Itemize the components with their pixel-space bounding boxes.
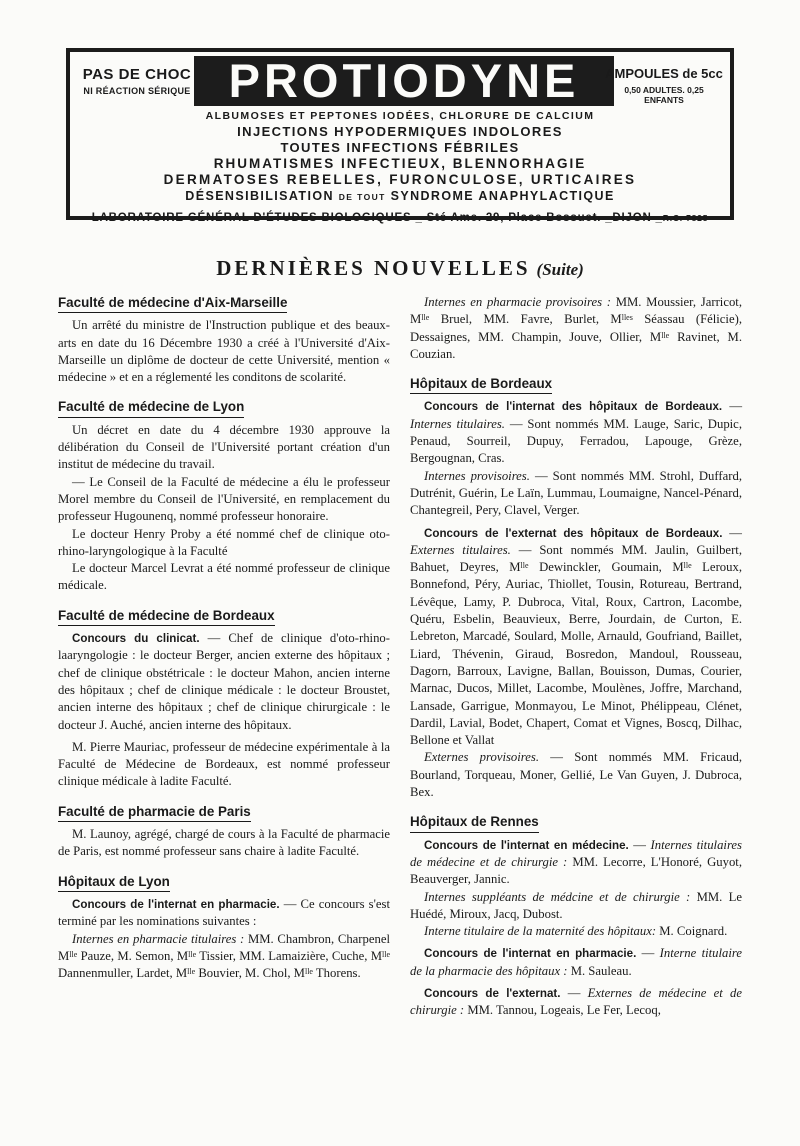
names-part-c: Tissier, MM. Lamaizière, Cuche, M bbox=[196, 948, 382, 963]
dash: — bbox=[560, 985, 581, 1000]
prov-part-c: Séassau (Félicie), Dessaignes, MM. Champin, Jouve, Ollier, M bbox=[410, 312, 742, 344]
ad-line-7b: R.C. 7825 bbox=[662, 213, 709, 223]
ad-right-note bbox=[604, 66, 724, 105]
names-part-b: Pauze, M. Semon, M bbox=[77, 948, 189, 963]
rennes-pharmacie-names: M. Sauleau. bbox=[567, 963, 632, 978]
rennes-maternite-names: M. Coignard. bbox=[656, 924, 728, 939]
aix-paragraph-1: Un arrêté du ministre de l'Instruction publique et des beaux-arts en date du 16 Décembre 1930 a créé à l'Université d'Aix-Marseille un diplôme de docteur de cette Université, mention « médecine » et en a réglementé les conditons de scolarité. bbox=[58, 318, 390, 385]
externes-provisoires-italic: Externes provisoires. bbox=[424, 750, 539, 765]
bordeaux-externat-lead: Concours de l'externat des hôpitaux de Bordeaux. bbox=[424, 526, 723, 540]
ad-line-6c: SYNDROME ANAPHYLACTIQUE bbox=[390, 189, 615, 203]
rennes-suppleants-italic: Internes suppléants de médcine et de chirurgie : bbox=[424, 889, 691, 904]
section-heading-paris: Faculté de pharmacie de Paris bbox=[58, 803, 251, 822]
provisoires-paragraph bbox=[410, 294, 742, 363]
sup-lle: lle bbox=[520, 561, 529, 571]
ad-line-4: RHUMATISMES INFECTIEUX, BLENNORHAGIE bbox=[213, 156, 587, 171]
sup-lle: lle bbox=[188, 949, 197, 959]
section-heading-hopitaux-rennes: Hôpitaux de Rennes bbox=[410, 813, 539, 832]
ad-right-line1: AMPOULES de 5cc bbox=[605, 66, 723, 81]
rennes-titulaires-italic: Internes titulaires de médecine et de chirurgie : bbox=[410, 837, 742, 869]
prov-part-b: Bruel, MM. Favre, Burlet, M bbox=[429, 312, 622, 327]
bordeaux-internat-lead: Concours de l'internat des hôpitaux de Bordeaux. bbox=[424, 400, 723, 414]
rennes-externat-paragraph bbox=[410, 985, 742, 1020]
sup-lle: lle bbox=[683, 561, 692, 571]
sup-lle: lle bbox=[304, 967, 313, 977]
section-heading-aix: Faculté de médecine d'Aix-Marseille bbox=[58, 294, 287, 313]
section-heading-hopitaux-lyon: Hôpitaux de Lyon bbox=[58, 873, 170, 892]
ad-line-6 bbox=[70, 188, 730, 205]
rennes-pharmacie-lead: Concours de l'internat en pharmacie. bbox=[424, 947, 637, 961]
lyon-paragraph-2: — Le Conseil de la Faculté de médecine a élu le professeur Morel membre du Conseil de l'Université, en remplacement du professeur Hugounenq, nommé professeur honoraire. bbox=[58, 474, 390, 524]
right-column bbox=[410, 294, 742, 1020]
ad-right-line2: 0,50 ADULTES. 0,25 ENFANTS bbox=[624, 85, 704, 105]
page-title-text: DERNIÈRES NOUVELLES bbox=[216, 256, 531, 280]
bordeaux-paragraph-1 bbox=[58, 630, 390, 734]
ad-line-3: TOUTES INFECTIONS FÉBRILES bbox=[280, 140, 520, 155]
ad-brand-name: PROTIODYNE bbox=[194, 56, 614, 106]
sup-lle: lle bbox=[382, 949, 390, 959]
dash: — bbox=[628, 837, 646, 852]
rennes-maternite-italic: Interne titulaire de la maternité des hôpitaux: bbox=[424, 924, 657, 939]
externes-part-c: Leroux, Bonnefond, Péry, Auriac, Thiollet, Tousin, Rotureau, Bertrand, Lévêque, Lamy, P. Dubroca, Vital, Roux, Cartron, Lacombe, Quéru, Esbelin, Beauvieux, Berre, Jourdain, de Curton, E. Lebreton, Marcadé, Soulard, Molle, Arnauld, Goufriand, Baillet, Liard, Thévenin, Giraud, Bosredon, Mandoul, Rousseau, Dagorn, Barroux, Lavigne, Ballan, Bouisson, Dumas, Courier, Marnac, Ducos, Millet, Lacombe, Moulènes, Joffre, Marchand, Lansade, Garrigue, Monmayou, Le Minot, Phélippeau, Clénet, Dardil, Lavial, Bodet, Chapert, Comat et Vignes, Boscq, Dilhac, Bellone et Vallat bbox=[410, 560, 742, 748]
names-part-f: Thorens. bbox=[312, 966, 361, 981]
externes-part-b: Dewinckler, Goumain, M bbox=[528, 560, 684, 575]
bordeaux-text: — Chef de clinique d'oto-rhino-laaryngologie : le docteur Berger, ancien externe des hôpitaux ; chef de clinique obstétricale : le docteur Mahon, ancien interne des hôpitaux ; chef de clinique médicale : le docteur Broustet, ancien interne des hôpitaux ; chef de clinique chirurgicale : le docteur J. Auché, ancien interne des hôpitaux. bbox=[58, 631, 390, 732]
internes-provisoires-names: — Sont nommés MM. Strohl, Duffard, Dutrénit, Guérin, Le Laïn, Lummau, Loumaigne, Nancel-Pénard, Chantegreil, Pery, Clavel, Verger. bbox=[410, 468, 742, 518]
sup-lle: lle bbox=[661, 330, 670, 340]
lyon-paragraph-3: Le docteur Henry Proby a été nommé chef de clinique oto-rhino-laryngologique à la Faculté bbox=[58, 526, 390, 558]
sup-lle: lle bbox=[69, 949, 78, 959]
rennes-externat-names: MM. Tannou, Logeais, Le Fer, Lecoq, bbox=[464, 1003, 661, 1018]
rennes-externat-italic: Externes de médecine et de chirurgie : bbox=[410, 985, 742, 1018]
hopitaux-lyon-italic: Internes en pharmacie titulaires : bbox=[72, 931, 245, 946]
rennes-maternite-paragraph bbox=[410, 923, 742, 940]
ad-line-1: ALBUMOSES ET PEPTONES IODÉES, CHLORURE DE CALCIUM bbox=[205, 110, 595, 122]
externes-provisoires-paragraph bbox=[410, 749, 742, 801]
paris-paragraph-1: M. Launoy, agrégé, chargé de cours à la Faculté de pharmacie de Paris, est nommé professeur sans chaire à ladite Faculté. bbox=[58, 827, 390, 859]
page-title bbox=[0, 256, 800, 281]
bordeaux-lead: Concours du clinicat. bbox=[72, 632, 200, 646]
hopitaux-lyon-paragraph-2 bbox=[58, 931, 390, 983]
sup-lle: lle bbox=[421, 313, 430, 323]
bordeaux-internat-lead-line bbox=[410, 398, 742, 467]
rennes-internat-lead: Concours de l'internat en médecine. bbox=[424, 838, 629, 852]
internes-provisoires-paragraph bbox=[410, 468, 742, 520]
ad-line-7 bbox=[70, 210, 730, 226]
ad-line-2: INJECTIONS HYPODERMIQUES INDOLORES bbox=[237, 124, 563, 139]
rennes-pharmacie-italic: Interne titulaire de la pharmacie des hôpitaux : bbox=[410, 946, 742, 978]
names-part-a: MM. Chambron, Charpenel M bbox=[58, 931, 390, 963]
left-column bbox=[58, 294, 390, 982]
externes-titulaires-italic: Externes titulaires. bbox=[410, 542, 511, 557]
ad-line-6a: DÉSENSIBILISATION bbox=[185, 189, 334, 203]
internes-provisoires-italic: Internes provisoires. bbox=[424, 468, 530, 483]
provisoires-italic: Internes en pharmacie provisoires : bbox=[424, 295, 612, 309]
internes-titulaires-italic: Internes titulaires. bbox=[410, 416, 505, 431]
hopitaux-lyon-lead: Concours de l'internat en pharmacie. bbox=[72, 897, 280, 911]
externes-provisoires-names: — Sont nommés MM. Fricaud, Bourland, Torqueau, Moner, Gellié, Le Van Guyen, J. Dubroca, Bex. bbox=[410, 750, 742, 800]
lyon-paragraph-1: Un décret en date du 4 décembre 1930 approuve la délibération du Conseil de l'Université portant création d'un institut de médecine du travail. bbox=[58, 422, 390, 472]
ad-left-note bbox=[78, 66, 196, 96]
names-part-e: Bouvier, M. Chol, M bbox=[195, 966, 305, 981]
section-heading-bordeaux: Faculté de médecine de Bordeaux bbox=[58, 607, 275, 626]
rennes-suppleants-paragraph bbox=[410, 889, 742, 924]
rennes-suppleants-names: MM. Le Huédé, Miroux, Jacq, Dubost. bbox=[410, 889, 742, 921]
section-heading-hopitaux-bordeaux: Hôpitaux de Bordeaux bbox=[410, 375, 552, 394]
prov-part-d: Ravinet, M. Couzian. bbox=[410, 329, 742, 361]
ad-line-5: DERMATOSES REBELLES, FURONCULOSE, URTICAIRES bbox=[163, 172, 637, 187]
prov-part-a: MM. Moussier, Jarricot, M bbox=[410, 295, 742, 327]
rennes-pharmacie-paragraph bbox=[410, 945, 742, 980]
rennes-titulaires-names: MM. Lecorre, L'Honoré, Guyot, Beauverger, Jannic. bbox=[410, 854, 743, 887]
bordeaux-paragraph-2: M. Pierre Mauriac, professeur de médecine expérimentale à la Faculté de Médecine de Bordeaux, est nommé professeur clinique médicale à ladite Faculté. bbox=[58, 739, 390, 789]
dash: — bbox=[722, 399, 743, 414]
rennes-internat-paragraph bbox=[410, 837, 742, 889]
internes-titulaires-names: — Sont nommés MM. Lauge, Saric, Dupic, Penaud, Sourreil, Dupuy, Ferradou, Lapouge, Grèze, Bergougnan, Cras. bbox=[410, 416, 742, 466]
hopitaux-lyon-paragraph-1 bbox=[58, 896, 390, 931]
dash: — bbox=[722, 525, 742, 540]
ad-left-line2: NI RÉACTION SÉRIQUE bbox=[83, 86, 191, 96]
ad-left-line1: PAS DE CHOC bbox=[82, 66, 192, 83]
page-title-suite: (Suite) bbox=[536, 260, 584, 279]
ad-line-7a: LABORATOIRE GÉNÉRAL D'ÉTUDES BIOLOGIQUES _ Sté Ame. 29, Place Bossuet. _DIJON _ bbox=[91, 212, 663, 224]
lyon-paragraph-4: Le docteur Marcel Levrat a été nommé professeur de clinique médicale. bbox=[58, 561, 390, 593]
ad-text-lines bbox=[70, 108, 730, 226]
sup-lles: lles bbox=[621, 313, 633, 323]
ad-line-6b: DE TOUT bbox=[338, 192, 386, 202]
names-part-d: Dannenmuller, Lardet, M bbox=[58, 966, 188, 981]
hopitaux-lyon-text: — Ce concours s'est terminé par les nominations suivantes : bbox=[58, 896, 391, 929]
externes-part-a: — Sont nommés MM. Jaulin, Guilbert, Bahuet, Deyres, M bbox=[410, 542, 742, 575]
sup-lle: lle bbox=[187, 967, 196, 977]
bordeaux-externat-paragraph bbox=[410, 525, 742, 750]
section-heading-lyon: Faculté de médecine de Lyon bbox=[58, 398, 244, 417]
advertisement-box bbox=[66, 48, 734, 224]
rennes-externat-lead: Concours de l'externat. bbox=[424, 986, 561, 1000]
dash: — bbox=[636, 946, 655, 961]
